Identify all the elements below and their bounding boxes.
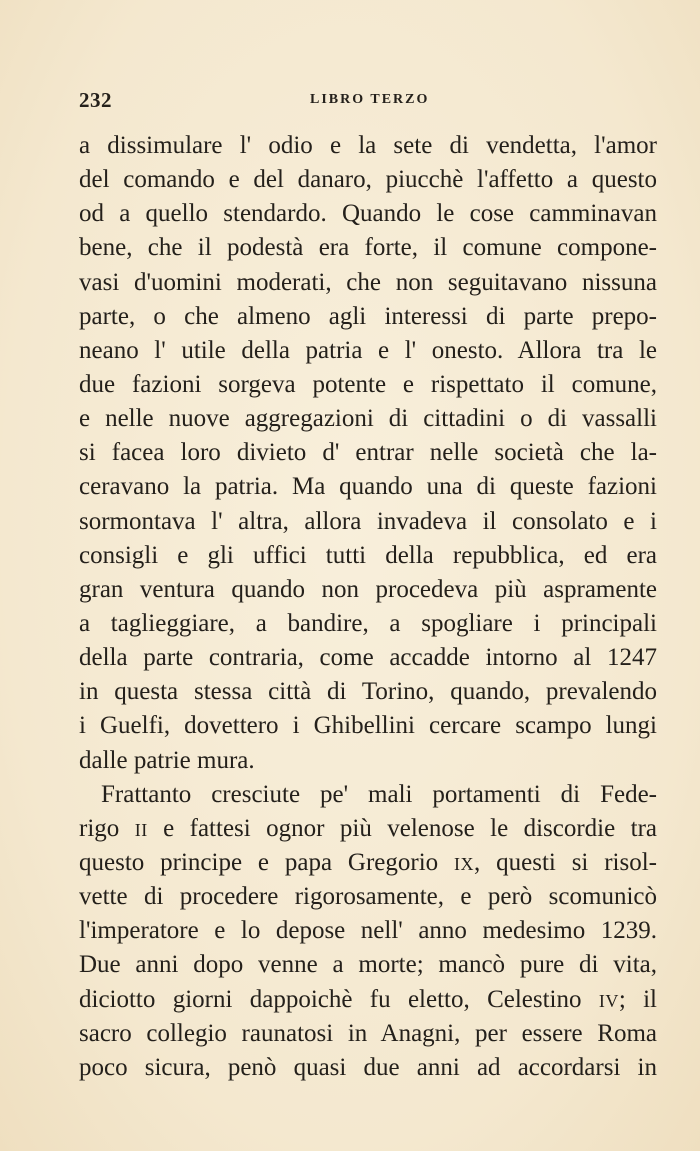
text-line: parte, o che almeno agli interessi di parte prepo-	[79, 302, 657, 330]
text-line: vette di procedere rigorosamente, e però scomunicò	[79, 883, 657, 911]
text-fragment: rigo	[79, 814, 135, 842]
text-line: due fazioni sorgeva potente e rispettato il comune,	[79, 370, 657, 398]
roman-numeral: II	[134, 819, 148, 840]
text-fragment: , questi si risol-	[474, 848, 658, 876]
text-line: bene, che il podestà era forte, il comune compone-	[79, 234, 657, 262]
text-line: sormontava l' altra, allora invadeva il consolato e i	[79, 507, 657, 535]
text-line: a dissimulare l' odio e la sete di vendetta, l'amor	[79, 132, 657, 159]
text-line: si facea loro divieto d' entrar nelle società che la-	[79, 439, 657, 467]
body-text	[79, 129, 657, 1085]
text-line: della parte contraria, come accadde intorno al 1247	[79, 644, 657, 672]
paragraph-start-line: Frattanto cresciute pe' mali portamenti di Fede-	[101, 780, 657, 808]
paragraph-end-line: dalle patrie mura.	[79, 746, 255, 774]
text-line: ceravano la patria. Ma quando una di queste fazioni	[79, 473, 657, 501]
text-fragment: diciotto giorni dappoichè fu eletto, Celestino	[79, 985, 599, 1013]
text-fragment: e fattesi ognor più velenose le discordie tra	[147, 814, 657, 842]
text-line: i Guelfi, dovettero i Ghibellini cercare scampo lungi	[79, 712, 657, 740]
text-line: vasi d'uomini moderati, che non seguitavano nissuna	[79, 268, 657, 296]
text-line	[79, 983, 657, 1017]
page-number: 232	[79, 88, 112, 112]
text-line: sacro collegio raunatosi in Anagni, per essere Roma	[79, 1019, 657, 1047]
text-line	[79, 812, 657, 846]
roman-numeral: IV	[598, 990, 619, 1011]
text-line: e nelle nuove aggregazioni di cittadini o di vassalli	[79, 405, 657, 433]
text-line: poco sicura, penò quasi due anni ad accordarsi in	[79, 1053, 657, 1081]
text-line: gran ventura quando non procedeva più aspramente	[79, 575, 657, 603]
text-line	[79, 846, 657, 880]
text-line: od a quello stendardo. Quando le cose camminavan	[79, 200, 657, 228]
roman-numeral: IX	[454, 853, 475, 874]
book-page	[79, 0, 657, 1151]
text-line: neano l' utile della patria e l' onesto. Allora tra le	[79, 336, 657, 364]
text-line: del comando e del danaro, piucchè l'affetto a questo	[79, 166, 657, 194]
text-line: Due anni dopo venne a morte; mancò pure di vita,	[79, 951, 657, 979]
text-fragment: ; il	[618, 985, 657, 1013]
text-line: a taglieggiare, a bandire, a spogliare i principali	[79, 609, 657, 637]
text-line: l'imperatore e lo depose nell' anno medesimo 1239.	[79, 917, 657, 945]
text-line: in questa stessa città di Torino, quando, prevalendo	[79, 678, 657, 706]
text-line: consigli e gli uffici tutti della repubblica, ed era	[79, 541, 657, 569]
text-fragment: questo principe e papa Gregorio	[79, 848, 455, 876]
running-head	[79, 88, 657, 112]
running-title: LIBRO TERZO	[310, 92, 430, 107]
